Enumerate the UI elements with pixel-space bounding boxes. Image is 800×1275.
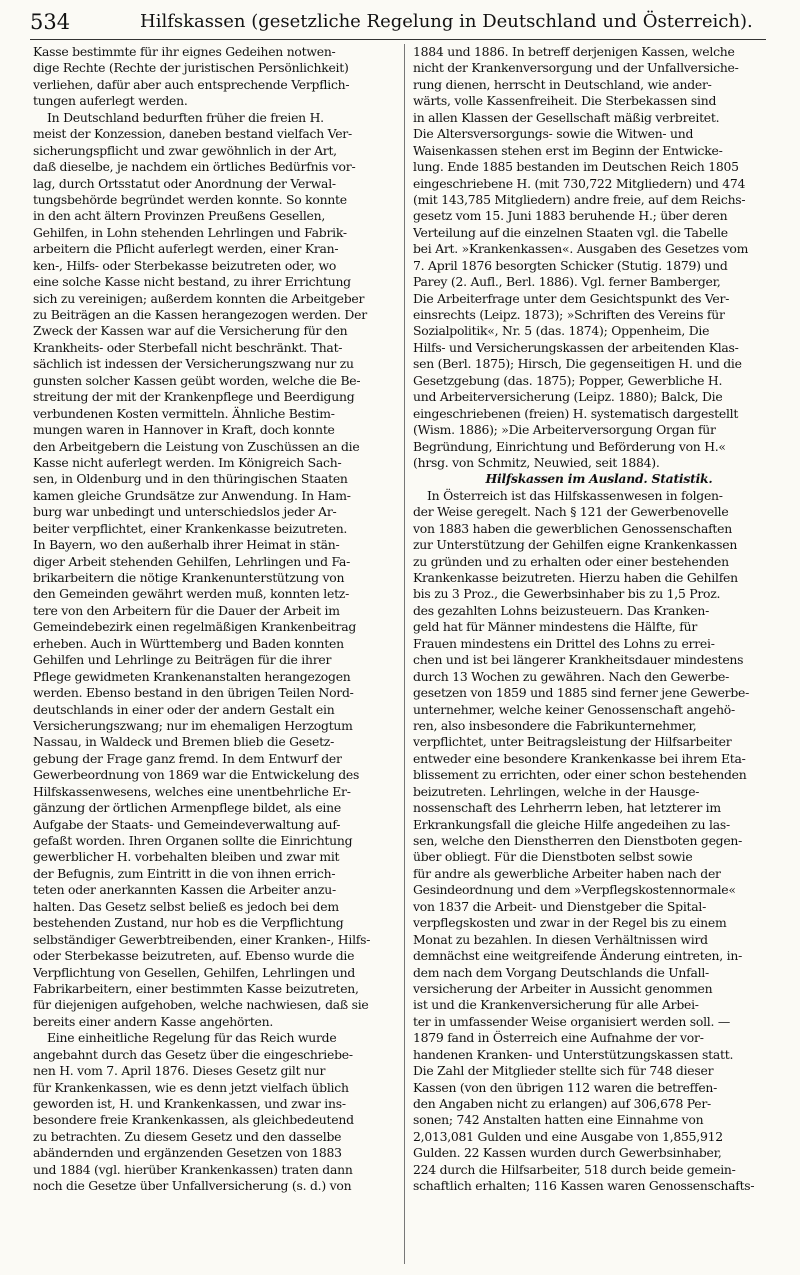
text-line: tungsbehörde begründet werden konnte. So konnte [33,191,347,207]
text-line: Krankheits- oder Sterbefall nicht beschränkt. That- [33,339,343,355]
text-line: den Angaben nicht zu erlangen) auf 306,678 Per- [413,1096,711,1111]
text-line: Gesetzgebung (das. 1875); Popper, Gewerbliche H. [413,372,723,388]
text-line: für andre als gewerbliche Arbeiter haben nach der [413,865,721,881]
text-line: Gemeindebezirk einen regelmäßigen Krankenbeitrag [33,619,357,635]
text-line: oder Sterbekasse beizutreten, auf. Ebenso wurde die [33,948,355,964]
text-line: Erkrankungsfall die gleiche Hilfe angedeihen zu las- [413,816,730,832]
text-line: Kasse nicht auferlegt werden. Im Königreich Sach- [33,454,342,470]
text-line: Waisenkassen stehen erst im Beginn der Entwicke- [413,142,723,158]
text-line: verpflegskosten und zwar in der Regel bis zu einem [413,915,727,931]
text-line: besondere freie Krankenkassen, als gleichbedeutend [33,1112,354,1128]
text-line: gesetz vom 15. Juni 1883 beruhende H.; über deren [413,208,728,224]
text-line: blissement zu errichten, oder einer schon bestehenden [413,767,747,783]
text-line: zu Beiträgen an die Kassen herangezogen werden. Der [33,307,367,322]
text-line: gunsten solcher Kassen geübt worden, welche die Be- [33,372,361,388]
text-line: In Deutschland bedurften früher die freien H. [47,109,324,125]
text-line: Verpflichtung von Gesellen, Gehilfen, Lehrlingen und [33,964,356,980]
text-line: unternehmer, welche keiner Genossenschaft angehö- [413,701,735,717]
text-line: eine solche Kasse nicht bestand, zu ihrer Errichtung [33,274,351,290]
text-line: Kasse bestimmte für ihr eignes Gedeihen notwen- [33,44,336,59]
text-line: in allen Klassen der Gesellschaft mäßig verbreitet. [413,109,720,125]
text-line: nicht der Krankenversorgung und der Unfallversiche- [413,60,739,76]
text-line: mungen waren in Hannover in Kraft, doch konnte [33,422,335,438]
text-line: versicherung der Arbeiter in Aussicht genommen [413,980,713,996]
text-line: handenen Kranken- und Unterstützungskassen statt. [413,1046,734,1062]
text-line: teten oder anerkannten Kassen die Arbeiter anzu- [33,882,336,898]
text-line: Hilfs- und Versicherungskassen der arbeitenden Klas- [413,339,739,355]
text-line: ist und die Krankenversicherung für alle Arbei- [413,997,699,1013]
left-column [33,44,406,1195]
text-line: gesetzen von 1859 und 1885 sind ferner jene Gewerbe- [413,685,750,701]
text-line: sächlich ist indessen der Versicherungszwang nur zu [33,356,354,372]
text-line: verpflichtet, unter Beitragsleistung der Hilfsarbeiter [413,734,732,750]
text-line: und 1884 (vgl. hierüber Krankenkassen) traten dann [33,1161,353,1177]
text-line: (Wism. 1886); »Die Arbeiterversorgung Organ für [413,422,716,438]
text-line: geworden ist, H. und Krankenkassen, und zwar ins- [33,1096,346,1111]
text-line: 224 durch die Hilfsarbeiter, 518 durch beide gemein- [413,1161,736,1177]
text-line: zu gründen und zu erhalten oder einer bestehenden [413,553,729,569]
text-line: Kassen (von den übrigen 112 waren die betreffen- [413,1079,718,1095]
text-line: gefaßt worden. Ihren Organen sollte die Einrichtung [33,833,353,848]
text-line: ren, also insbesondere die Fabrikunternehmer, [413,717,697,733]
text-line: sen (Berl. 1875); Hirsch, Die gegenseitigen H. und die [413,356,742,372]
text-line: burg war unbedingt und unterschiedslos jeder Ar- [33,504,337,520]
text-line: sicherungspflicht und zwar gewöhnlich in der Art, [33,142,337,158]
text-line: Verteilung auf die einzelnen Staaten vgl. die Tabelle [413,224,728,240]
text-line: Gehilfen, in Lohn stehenden Lehrlingen und Fabrik- [33,224,347,240]
text-line: den Gemeinden gewährt werden muß, konnten letz- [33,586,350,602]
text-line: der Befugnis, zum Eintritt in die von ihnen errich- [33,865,336,881]
text-line: Monat zu bezahlen. In diesen Verhältnissen wird [413,931,708,947]
text-line: verliehen, dafür aber auch entsprechende Verpflich- [33,76,350,92]
text-line: nen H. vom 7. April 1876. Dieses Gesetz gilt nur [33,1063,326,1079]
text-line: brikarbeitern die nötige Krankenunterstützung von [33,570,345,585]
text-line: Gesindeordnung und dem »Verpflegskostennormale« [413,882,736,898]
text-line: beizutreten. Lehrlingen, welche in der Hausge- [413,783,700,799]
text-line: chen und ist bei längerer Krankheitsdauer mindestens [413,652,744,668]
text-line: Sozialpolitik«, Nr. 5 (das. 1874); Oppenheim, Die [413,323,710,339]
text-line: eingeschriebenen (freien) H. systematisch dargestellt [413,405,739,421]
text-line: für diejenigen aufgehoben, welche nachwiesen, daß sie [33,997,369,1013]
text-line: Versicherungszwang; nur im ehemaligen Herzogtum [33,717,353,733]
text-line: Die Zahl der Mitglieder stellte sich für 748 dieser [413,1063,714,1079]
text-line: schaftlich erhalten; 116 Kassen waren Genossenschafts- [413,1178,755,1194]
text-line: lung. Ende 1885 bestanden im Deutschen Reich 1805 [413,159,739,175]
text-line: zu betrachten. Zu diesem Gesetz und den dasselbe [33,1128,342,1144]
text-line: sen, welche den Dienstherren den Dienstboten gegen- [413,833,743,848]
text-line: arbeitern die Pflicht auferlegt werden, einer Kran- [33,241,339,257]
text-line: einsrechts (Leipz. 1873); »Schriften des Vereins für [413,307,725,322]
header-rule [30,39,766,40]
text-line: für Krankenkassen, wie es denn jetzt vielfach üblich [33,1079,349,1095]
text-line: Gehilfen und Lehrlinge zu Beiträgen für die ihrer [33,652,332,668]
text-line: deutschlands in einer oder der andern Gestalt ein [33,701,335,717]
text-line: noch die Gesetze über Unfallversicherung (s. d.) von [33,1178,352,1194]
text-line: erheben. Auch in Württemberg und Baden konnten [33,635,344,651]
text-line: sonen; 742 Anstalten hatten eine Einnahme von [413,1112,704,1128]
text-line: beiter verpflichtet, einer Krankenkasse beizutreten. [33,520,348,536]
running-title: Hilfskassen (gesetzliche Regelung in Deutschland und Österreich). [140,11,753,32]
text-line: 1884 und 1886. In betreff derjenigen Kassen, welche [413,44,735,59]
page-number: 534 [30,10,71,34]
text-line: Frauen mindestens ein Drittel des Lohns zu errei- [413,635,715,651]
text-line: Begründung, Einrichtung und Beförderung von H.« [413,438,726,454]
text-line: des gezahlten Lohns beizusteuern. Das Kranken- [413,602,710,618]
text-line: Zweck der Kassen war auf die Versicherung für den [33,323,348,339]
text-line: Krankenkasse beizutreten. Hierzu haben die Gehilfen [413,570,738,585]
text-line: der Weise geregelt. Nach § 121 der Gewerbenovelle [413,504,729,520]
text-line: kamen gleiche Grundsätze zur Anwendung. In Ham- [33,487,351,503]
text-line: von 1883 haben die gewerblichen Genossenschaften [413,520,732,536]
text-line: Die Altersversorgungs- sowie die Witwen- und [413,126,694,142]
text-line: bestehenden Zustand, nur hob es die Verpflichtung [33,915,344,931]
text-line: Die Arbeiterfrage unter dem Gesichtspunkt des Ver- [413,290,730,306]
text-line: In Österreich ist das Hilfskassenwesen in folgen- [427,487,723,503]
text-line: Gulden. 22 Kassen wurden durch Gewerbsinhaber, [413,1145,722,1161]
right-column [413,44,785,1195]
text-line: geld hat für Männer mindestens die Hälfte, für [413,619,698,635]
section-heading: Hilfskassen im Ausland. Statistik. [485,471,713,487]
text-line: Fabrikarbeitern, einer bestimmten Kasse beizutreten, [33,980,359,996]
text-line: demnächst eine weitgreifende Änderung eintreten, in- [413,948,743,964]
text-line: sich zu vereinigen; außerdem konnten die Arbeitgeber [33,290,365,306]
text-line: dem nach dem Vorgang Deutschlands die Unfall- [413,964,709,980]
text-line: Hilfskassenwesens, welches eine unentbehrliche Er- [33,783,351,799]
text-line: rung dienen, herrscht in Deutschland, wie ander- [413,76,712,92]
text-line: durch 13 Wochen zu gewähren. Nach den Gewerbe- [413,668,730,684]
text-line: bei Art. »Krankenkassen«. Ausgaben des Gesetzes vom [413,241,749,257]
text-line: Parey (2. Aufl., Berl. 1886). Vgl. ferner Bamberger, [413,274,721,290]
text-line: meist der Konzession, daneben bestand vielfach Ver- [33,126,352,142]
text-line: 2,013,081 Gulden und eine Ausgabe von 1,855,912 [413,1128,723,1144]
text-line: tungen auferlegt werden. [33,93,188,109]
text-line: sen, in Oldenburg und in den thüringischen Staaten [33,471,348,487]
text-line: streitung der mit der Krankenpflege und Beerdigung [33,389,355,405]
text-line: bereits einer andern Kasse angehörten. [33,1013,274,1029]
text-line: eingeschriebene H. (mit 730,722 Mitgliedern) und 474 [413,175,746,191]
text-line: über obliegt. Für die Dienstboten selbst sowie [413,849,693,865]
text-line: Pflege gewidmeten Krankenanstalten herangezogen [33,668,351,684]
text-line: Eine einheitliche Regelung für das Reich wurde [47,1030,337,1046]
text-line: diger Arbeit stehenden Gehilfen, Lehrlingen und Fa- [33,553,351,569]
text-line: Nassau, in Waldeck und Bremen blieb die Gesetz- [33,734,335,750]
text-line: und Arbeiterversicherung (Leipz. 1880); Balck, Die [413,389,723,405]
text-line: gewerblicher H. vorbehalten bleiben und zwar mit [33,849,340,865]
page-header [30,8,766,38]
text-line: abändernden und ergänzenden Gesetzen von 1883 [33,1145,342,1161]
text-line: gänzung der örtlichen Armenpflege bildet, als eine [33,800,341,816]
text-line: selbständiger Gewerbtreibenden, einer Kranken-, Hilfs- [33,931,371,947]
text-line: 7. April 1876 besorgten Schicker (Stutig. 1879) und [413,257,728,273]
text-line: Gewerbeordnung von 1869 war die Entwickelung des [33,767,360,783]
text-line: zur Unterstützung der Gehilfen eigne Krankenkassen [413,537,738,553]
text-line: Aufgabe der Staats- und Gemeindeverwaltung auf- [33,816,341,832]
text-line: In Bayern, wo den außerhalb ihrer Heimat in stän- [33,537,340,553]
text-line: angebahnt durch das Gesetz über die eingeschriebe- [33,1046,353,1062]
text-line: ter in umfassender Weise organisiert werden soll. — [413,1013,731,1029]
text-line: tere von den Arbeitern für die Dauer der Arbeit im [33,602,340,618]
text-line: wärts, volle Kassenfreiheit. Die Sterbekassen sind [413,93,717,109]
text-line: werden. Ebenso bestand in den übrigen Teilen Nord- [33,685,354,701]
text-line: 1879 fand in Österreich eine Aufnahme der vor- [413,1030,704,1046]
text-line: daß dieselbe, je nachdem ein örtliches Bedürfnis vor- [33,159,356,175]
text-line: den Arbeitgebern die Leistung von Zuschüssen an die [33,438,360,454]
text-line: ken-, Hilfs- oder Sterbekasse beizutreten oder, wo [33,257,337,273]
text-line: (mit 143,785 Mitgliedern) andre freie, auf dem Reichs- [413,191,746,207]
text-line: gebung der Frage ganz fremd. In dem Entwurf der [33,750,342,766]
text-line: bis zu 3 Proz., die Gewerbsinhaber bis zu 1,5 Proz. [413,586,721,602]
text-line: nossenschaft des Lehrherrn leben, hat letzterer im [413,800,721,816]
text-line: verbundenen Kosten vermitteln. Ähnliche Bestim- [33,405,335,421]
text-line: lag, durch Ortsstatut oder Anordnung der Verwal- [33,175,336,191]
text-line: (hrsg. von Schmitz, Neuwied, seit 1884). [413,454,660,470]
text-line: dige Rechte (Rechte der juristischen Persönlichkeit) [33,60,349,76]
text-line: halten. Das Gesetz selbst beließ es jedoch bei dem [33,898,339,914]
text-line: in den acht ältern Provinzen Preußens Gesellen, [33,208,326,224]
text-line: entweder eine besondere Krankenkasse bei ihrem Eta- [413,750,746,766]
text-line: von 1837 die Arbeit- und Dienstgeber die Spital- [413,898,707,914]
